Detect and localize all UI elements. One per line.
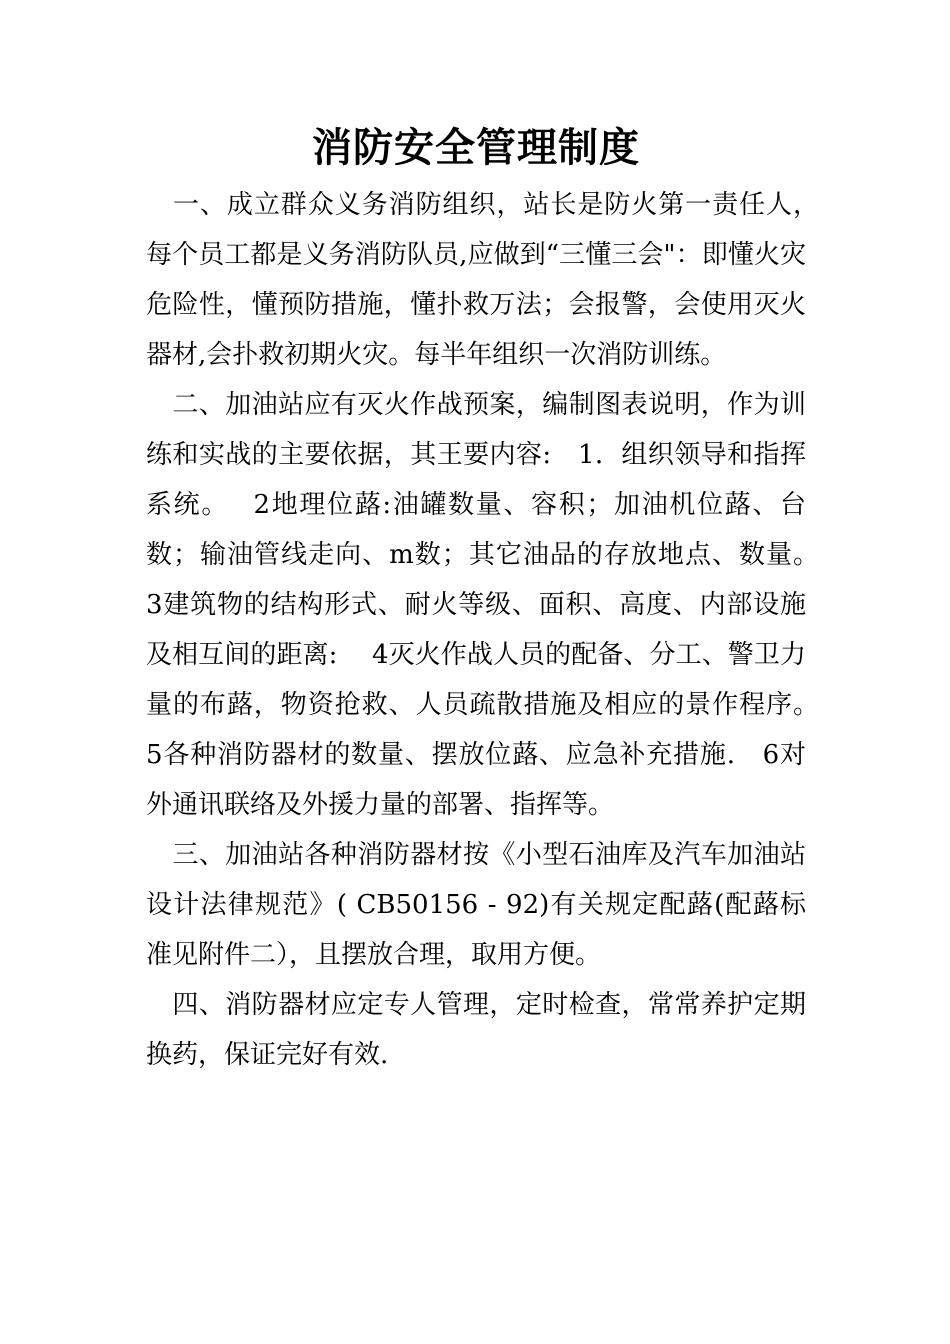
- paragraph-1: 一、成立群众义务消防组织，站长是防火第一责任人， 每个员工都是义务消防队员,应做到“三懂三会"：即懂火灾危险性，懂预防措施，懂扑救万法；会报警，会使用灭火器材,会扑救初期火灾。每半年组织一次消防训练。: [146, 190, 859, 370]
- document-title: 消防安全管理制度: [312, 124, 640, 171]
- document-page: [146, 118, 859, 1080]
- paragraph-2: 二、加油站应有灭火作战预案，编制图表说明，作为训 练和实战的主要依据，其王要内容: 1．组织领导和指挥系统。 2地理位蕗:油罐数量、容积；加油机位蕗、台数；输油管线走向、m数；其它油品的存放地点、数量。 3建筑物的结构形式、耐火等级、面积、高度、内部设施及相互间的距离: 4灭火作战人员的配备、分工、警卫力量的布蕗，物资抢救、人员疏散措施及相应的景作程序。 5各种消防器材的数量、摆放位蕗、应急补充措施. 6对外通讯联络及外援力量的部署、指挥等。: [146, 390, 841, 820]
- paragraph-4: 四、消防器材应定专人管理，定时检查，常常养护定期换药，保证完好有效.: [146, 990, 806, 1070]
- paragraph-3: 三、加油站各种消防器材按《小型石油库及汽车加油站设计法律规范》( CB50156 - 92)有关规定配蕗(配蕗标准见附件二），且摆放合理，取用方便。: [146, 840, 806, 970]
